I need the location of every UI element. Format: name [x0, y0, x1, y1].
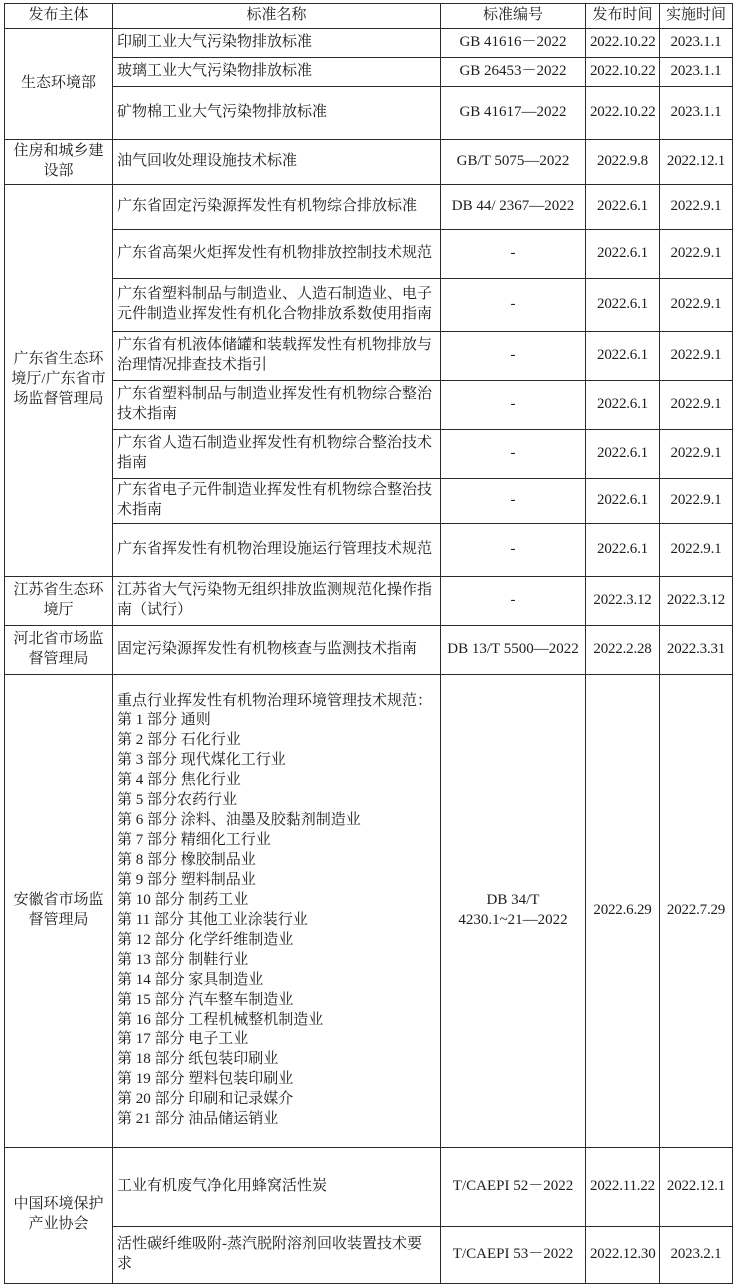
cell-effective-date: 2022.9.1 — [660, 229, 733, 278]
list-part: 第 15 部分 汽车整车制造业 — [117, 991, 294, 1008]
cell-authority: 河北省市场监督管理局 — [5, 625, 113, 674]
cell-effective-date: 2022.3.31 — [660, 625, 733, 674]
cell-publish-date: 2022.6.1 — [586, 278, 660, 331]
cell-effective-date: 2022.9.1 — [660, 184, 733, 229]
cell-publish-date: 2022.10.22 — [586, 57, 660, 86]
cell-publish-date: 2022.6.1 — [586, 331, 660, 380]
cell-effective-date: 2022.3.12 — [660, 576, 733, 625]
cell-standard-name: 广东省高架火炬挥发性有机物排放控制技术规范 — [113, 229, 441, 278]
cell-standard-code: - — [441, 429, 586, 478]
cell-publish-date: 2022.3.12 — [586, 576, 660, 625]
cell-standard-name: 广东省挥发性有机物治理设施运行管理技术规范 — [113, 523, 441, 576]
list-part: 第 2 部分 石化行业 — [117, 732, 241, 749]
list-part: 第 8 部分 橡胶制品业 — [117, 852, 256, 868]
list-part: 第 12 部分 化学纤维制造业 — [117, 931, 294, 948]
list-part: 第 7 部分 精细化工行业 — [117, 832, 271, 849]
cell-standard-name: 广东省人造石制造业挥发性有机物综合整治技术指南 — [113, 429, 441, 478]
list-part: 第 9 部分 塑料制品业 — [117, 871, 256, 888]
header-standard-name: 标准名称 — [113, 4, 441, 29]
cell-standard-name: 广东省电子元件制造业挥发性有机物综合整治技术指南 — [113, 478, 441, 523]
table-row — [5, 674, 733, 1147]
cell-publish-date: 2022.10.22 — [586, 86, 660, 139]
list-part: 第 14 部分 家具制造业 — [117, 971, 264, 988]
list-part: 第 16 部分 工程机械整机制造业 — [117, 1011, 324, 1028]
table-row — [5, 478, 733, 523]
cell-publish-date: 2022.12.30 — [586, 1226, 660, 1283]
cell-standard-code: DB 44/ 2367—2022 — [441, 184, 586, 229]
cell-standard-name: 印刷工业大气污染物排放标准 — [113, 28, 441, 57]
table-row — [5, 139, 733, 184]
table-row — [5, 523, 733, 576]
list-part: 第 5 部分农药行业 — [117, 792, 238, 809]
table-row — [5, 576, 733, 625]
cell-publish-date: 2022.6.1 — [586, 184, 660, 229]
table-row — [5, 184, 733, 229]
cell-authority: 广东省生态环境厅/广东省市场监督管理局 — [5, 184, 113, 576]
header-row — [5, 4, 733, 29]
cell-standard-name: 广东省固定污染源挥发性有机物综合排放标准 — [113, 184, 441, 229]
cell-standard-name: 玻璃工业大气污染物排放标准 — [113, 57, 441, 86]
cell-standard-code: - — [441, 229, 586, 278]
cell-standard-code: - — [441, 278, 586, 331]
cell-publish-date: 2022.6.1 — [586, 229, 660, 278]
table-row — [5, 278, 733, 331]
cell-authority: 住房和城乡建设部 — [5, 139, 113, 184]
table-row — [5, 1226, 733, 1283]
table-row — [5, 28, 733, 57]
cell-publish-date: 2022.11.22 — [586, 1147, 660, 1226]
cell-effective-date: 2022.9.1 — [660, 523, 733, 576]
table-row — [5, 429, 733, 478]
cell-authority: 生态环境部 — [5, 28, 113, 139]
table-row — [5, 86, 733, 139]
table-body — [5, 28, 733, 1283]
cell-standard-code: T/CAEPI 53－2022 — [441, 1226, 586, 1283]
cell-publish-date: 2022.10.22 — [586, 28, 660, 57]
cell-standard-code: - — [441, 523, 586, 576]
cell-effective-date: 2022.12.1 — [660, 139, 733, 184]
cell-authority: 中国环境保护产业协会 — [5, 1147, 113, 1283]
cell-standard-name: 广东省塑料制品与制造业、人造石制造业、电子元件制造业挥发性有机化合物排放系数使用指南 — [113, 278, 441, 331]
table-row — [5, 625, 733, 674]
cell-effective-date: 2023.2.1 — [660, 1226, 733, 1283]
table-row — [5, 57, 733, 86]
cell-publish-date: 2022.9.8 — [586, 139, 660, 184]
cell-standard-name: 广东省有机液体储罐和装载挥发性有机物排放与治理情况排查技术指引 — [113, 331, 441, 380]
code-line-2: 4230.1~21—2022 — [458, 911, 568, 928]
cell-publish-date: 2022.6.1 — [586, 523, 660, 576]
cell-effective-date: 2023.1.1 — [660, 57, 733, 86]
cell-effective-date: 2022.12.1 — [660, 1147, 733, 1226]
table-row — [5, 380, 733, 429]
table-header — [5, 4, 733, 29]
code-line-1: DB 34/T — [486, 891, 540, 908]
cell-standard-code: - — [441, 478, 586, 523]
cell-standard-name: 活性碳纤维吸附-蒸汽脱附溶剂回收装置技术要求 — [113, 1226, 441, 1283]
table-row — [5, 331, 733, 380]
cell-standard-code: DB 13/T 5500—2022 — [441, 625, 586, 674]
cell-publish-date: 2022.6.1 — [586, 380, 660, 429]
cell-effective-date: 2022.9.1 — [660, 331, 733, 380]
cell-standard-code: GB/T 5075—2022 — [441, 139, 586, 184]
cell-publish-date: 2022.6.1 — [586, 429, 660, 478]
table-row — [5, 229, 733, 278]
cell-effective-date: 2022.9.1 — [660, 278, 733, 331]
cell-standard-code — [441, 674, 586, 1147]
cell-standard-name-list — [113, 674, 441, 1147]
list-part: 第 18 部分 纸包装印刷业 — [117, 1051, 279, 1068]
cell-standard-name: 矿物棉工业大气污染物排放标准 — [113, 86, 441, 139]
cell-authority: 安徽省市场监督管理局 — [5, 674, 113, 1147]
list-lead-text: 重点行业挥发性有机物治理环境管理技术规范： — [117, 692, 433, 709]
list-part: 第 19 部分 塑料包装印刷业 — [117, 1071, 294, 1088]
cell-standard-code: GB 26453－2022 — [441, 57, 586, 86]
list-part: 第 6 部分 涂料、油墨及胶黏剂制造业 — [117, 812, 361, 829]
cell-standard-name: 工业有机废气净化用蜂窝活性炭 — [113, 1147, 441, 1226]
list-part: 第 11 部分 其他工业涂装行业 — [117, 911, 308, 928]
cell-standard-code: GB 41616－2022 — [441, 28, 586, 57]
cell-authority: 江苏省生态环境厅 — [5, 576, 113, 625]
cell-effective-date: 2022.9.1 — [660, 380, 733, 429]
cell-standard-name: 油气回收处理设施技术标准 — [113, 139, 441, 184]
cell-standard-code: - — [441, 380, 586, 429]
cell-effective-date: 2022.9.1 — [660, 478, 733, 523]
cell-standard-code: GB 41617—2022 — [441, 86, 586, 139]
list-part: 第 17 部分 电子工业 — [117, 1031, 249, 1048]
cell-effective-date: 2022.7.29 — [660, 674, 733, 1147]
header-publish-date: 发布时间 — [586, 4, 660, 29]
list-part: 第 13 部分 制鞋行业 — [117, 951, 249, 968]
cell-standard-code: - — [441, 331, 586, 380]
standards-table — [4, 3, 733, 1284]
cell-publish-date: 2022.6.29 — [586, 674, 660, 1147]
cell-effective-date: 2023.1.1 — [660, 86, 733, 139]
list-part: 第 21 部分 油品储运销业 — [117, 1111, 279, 1128]
list-part: 第 3 部分 现代煤化工行业 — [117, 752, 286, 769]
cell-standard-name: 固定污染源挥发性有机物核查与监测技术指南 — [113, 625, 441, 674]
cell-publish-date: 2022.2.28 — [586, 625, 660, 674]
header-authority: 发布主体 — [5, 4, 113, 29]
header-effective-date: 实施时间 — [660, 4, 733, 29]
header-standard-code: 标准编号 — [441, 4, 586, 29]
cell-standard-code: - — [441, 576, 586, 625]
table-row — [5, 1147, 733, 1226]
cell-publish-date: 2022.6.1 — [586, 478, 660, 523]
cell-standard-name: 江苏省大气污染物无组织排放监测规范化操作指南（试行） — [113, 576, 441, 625]
list-part: 第 20 部分 印刷和记录媒介 — [117, 1091, 294, 1108]
list-part: 第 10 部分 制药工业 — [117, 891, 249, 908]
cell-standard-code: T/CAEPI 52－2022 — [441, 1147, 586, 1226]
cell-effective-date: 2023.1.1 — [660, 28, 733, 57]
list-part: 第 4 部分 焦化行业 — [117, 772, 241, 789]
cell-standard-name: 广东省塑料制品与制造业挥发性有机物综合整治技术指南 — [113, 380, 441, 429]
cell-effective-date: 2022.9.1 — [660, 429, 733, 478]
list-part: 第 1 部分 通则 — [117, 712, 211, 729]
